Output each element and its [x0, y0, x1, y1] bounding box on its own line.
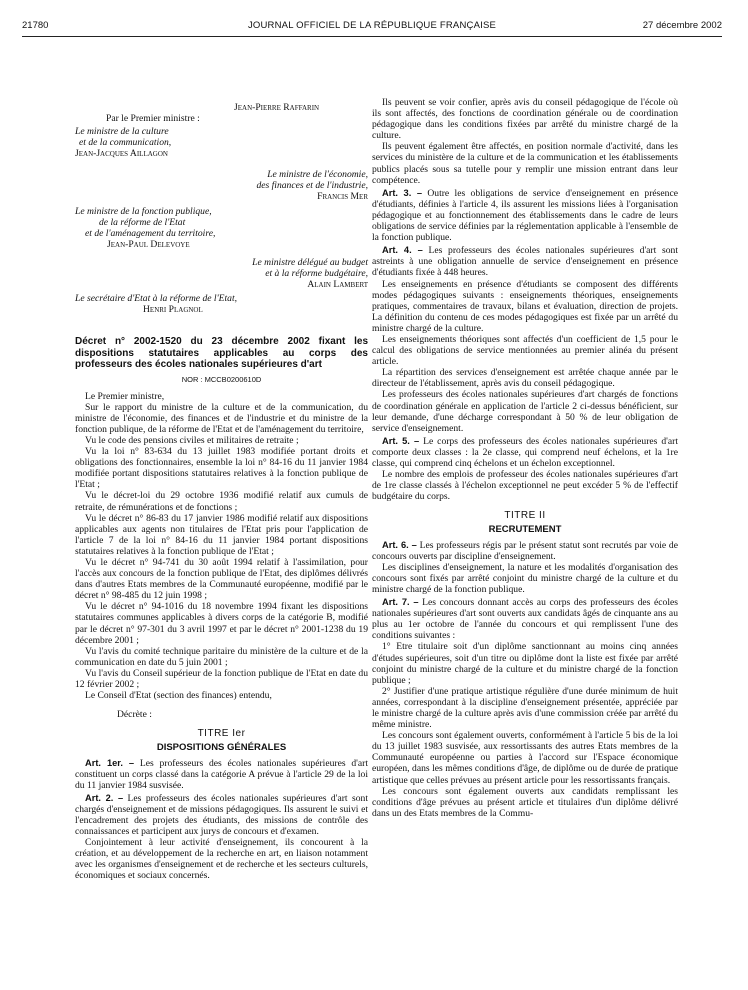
visa-paragraph: Vu le décret n° 94-1016 du 18 novembre 1994 fixant les dispositions statutaires communes applicables à divers corps de la catégorie B, modifié par le décret n° 97-301 du 3 avril 1997 et par le décret n° 2001-1238 du 19 décembre 2001 ;	[75, 601, 368, 646]
signature-fp-name: Jean-Paul Delevoye	[107, 239, 190, 250]
article-4-paragraph: Les professeurs des écoles nationales supérieures d'art chargés de fonctions de coordination générale en application de l'article 2 ci-dessus bénéficient, sur leur demande, d'une décharge correspondant à 50 % de leur obligation de service d'enseignement.	[372, 389, 678, 434]
article-5: Art. 5. – Le corps des professeurs des écoles nationales supérieures d'art comporte deux classes : la 2e classe, qui comprend neuf échelons, et la 1re classe, qui comprend cinq échelons et un échelon exceptionnel.	[372, 435, 678, 469]
visa-paragraph: Vu le code des pensions civiles et militaires de retraite ;	[85, 434, 299, 446]
article-4-label: Art. 4. –	[382, 245, 423, 256]
visa-paragraph: Sur le rapport du ministre de la culture et de la communication, du ministre de l'économie, des finances et de l'industrie et du ministre de la fonction publique, de la réforme de l'Etat et de l'aménagement du territoire,	[75, 401, 368, 435]
page-number: 21780	[22, 20, 49, 31]
article-3: Art. 3. – Outre les obligations de service d'enseignement en présence d'étudiants, définies à l'article 4, ils assurent les missions liées à l'organisation pédagogique et au fonctionnement des établissements dans le cadre de leurs obligations de service définies par la réglementation applicable à l'ensemble de la fonction publique.	[372, 187, 678, 244]
article-5-paragraph: Le nombre des emplois de professeur des écoles nationales supérieures d'art de 1re classe classés à l'échelon exceptionnel ne peut excéder 5 % de l'effectif budgétaire du corps.	[372, 469, 678, 503]
article-7-paragraph: Les concours sont également ouverts aux candidats remplissant les conditions d'âge prévues au présent article et titulaires d'un diplôme délivré dans un des Etats membres de la Commu-	[372, 785, 678, 819]
signature-budget: Le ministre délégué au budget et à la réforme budgétaire, Alain Lambert	[208, 257, 368, 290]
titre-1-subtitle: DISPOSITIONS GÉNÉRALES	[156, 742, 287, 754]
signature-pm-name: Jean-Pierre Raffarin	[234, 102, 320, 113]
decree-heading: Décret n° 2002-1520 du 23 décembre 2002 fixant les dispositions statutaires applicables au corps des professeurs des écoles nationales supérieures d'art	[75, 336, 368, 370]
decree-nor: NOR : MCCB0200610D	[181, 374, 262, 384]
visa-paragraph: Vu le décret n° 94-741 du 30 août 1994 relatif à l'assimilation, pour l'accès aux concours de la fonction publique de l'Etat, des diplômes délivrés dans d'autres Etats membres de la Communauté européenne, modifié par le décret n° 98-485 du 12 juin 1998 ;	[75, 557, 368, 602]
article-7-paragraph: 2° Justifier d'une pratique artistique régulière d'une durée minimum de huit années, correspondant à la discipline d'enseignement présentée, appréciée par le ministre chargé de la culture après avis d'une commission créée par arrêté du même ministre.	[372, 685, 678, 731]
article-4: Art. 4. – Les professeurs des écoles nationales supérieures d'art sont astreints à une obligation annuelle de service d'enseignement en présence d'étudiants fixée à 448 heures.	[372, 245, 678, 279]
signature-culture-title: Le ministre de la culture et de la communication, Jean-Jacques Aillagon	[75, 126, 172, 159]
journal-title: JOURNAL OFFICIEL DE LA RÉPUBLIQUE FRANÇAISE	[247, 20, 497, 31]
article-1-label: Art. 1er. –	[85, 757, 135, 768]
signature-se-name: Henri Plagnol	[143, 304, 203, 315]
visa-paragraph: Le Premier ministre,	[85, 390, 165, 402]
article-7-label: Art. 7. –	[382, 597, 419, 608]
visa-paragraph: Vu le décret n° 86-83 du 17 janvier 1986 modifié relatif aux dispositions applicables aux agents non titulaires de l'Etat pris pour l'application de l'article 7 de la loi n° 84-16 du 11 janvier 1984 portant dispositions statutaires relatives à la fonction publique de l'Etat ;	[75, 512, 368, 557]
signature-economie: Le ministre de l'économie, des finances et de l'industrie, Francis Mer	[222, 169, 368, 202]
article-4-paragraph: La répartition des services d'enseignement est arrêtée chaque année par le directeur de l'établissement, après avis du conseil pédagogique.	[372, 367, 678, 390]
visa-paragraph: Vu la loi n° 83-634 du 13 juillet 1983 modifiée portant droits et obligations des fonctionnaires, ensemble la loi n° 84-16 du 11 janvier 1984 modifiée portant dispositions statutaires relatives à la fonction publique de l'Etat ;	[75, 446, 368, 491]
article-7-paragraph: 1° Etre titulaire soit d'un diplôme sanctionnant au moins cinq années d'études supérieures, soit d'un titre ou diplôme dont la liste est fixée par arrêté conjoint du ministre chargé de la culture et du ministre chargé de la fonction publique ;	[372, 641, 678, 686]
right-column	[372, 97, 678, 819]
signature-culture-name: Jean-Jacques Aillagon	[75, 148, 168, 159]
article-2-label: Art. 2. –	[85, 792, 124, 803]
signature-economie-name: Francis Mer	[317, 191, 368, 202]
titre-2: TITRE II	[504, 510, 546, 522]
article-4-paragraph: Les enseignements théoriques sont affectés d'un coefficient de 1,5 pour le calcul des obligations de service mentionnées au premier alinéa du présent article.	[372, 333, 678, 368]
article-2-paragraph: Ils peuvent également être affectés, en position normale d'activité, dans les services du ministère de la culture et de la communication et les établissements publics placés sous sa tutelle pour y remplir une mission entrant dans leur compétence.	[372, 141, 678, 186]
titre-2-subtitle: RECRUTEMENT	[488, 524, 562, 536]
article-1: Art. 1er. – Les professeurs des écoles nationales supérieures d'art constituent un corps classé dans la catégorie A prévue à l'article 29 de la loi du 11 janvier 1984 susvisée.	[75, 757, 368, 791]
article-2-paragraph: Conjointement à leur activité d'enseignement, ils concourent à la création, et au développement de la recherche en art, en liaison notamment avec les organismes d'enseignement et de recherche et les secteurs culturels, économiques et sociaux concernés.	[75, 837, 368, 882]
article-2: Art. 2. – Les professeurs des écoles nationales supérieures d'art sont chargés d'enseignement et de missions pédagogiques. Ils assurent le suivi et l'encadrement des projets des étudiants, des missions de contrôle des connaissances et participent aux jurys de concours et d'examen.	[75, 792, 368, 838]
signature-budget-name: Alain Lambert	[307, 279, 368, 290]
header-rule	[22, 36, 722, 37]
article-7: Art. 7. – Les concours donnant accès au corps des professeurs des écoles nationales supérieures d'art sont ouverts aux candidats âgés de cinquante ans au plus au 1er octobre de l'année du concours et qui remplissent l'une des conditions suivantes :	[372, 597, 678, 642]
visa-paragraph: Vu l'avis du comité technique paritaire du ministère de la culture et de la communication en date du 5 juin 2001 ;	[75, 645, 368, 668]
visa-paragraph: Vu l'avis du Conseil supérieur de la fonction publique de l'Etat en date du 12 février 2002 ;	[75, 667, 368, 691]
article-6-paragraph: Les disciplines d'enseignement, la nature et les modalités d'organisation des concours sont fixés par arrêté conjoint du ministre chargé de la culture et du ministre chargé de la fonction publique.	[372, 561, 678, 595]
article-2-paragraph: Ils peuvent se voir confier, après avis du conseil pédagogique de l'école où ils sont affectés, des fonctions de coordination générale ou de coordination pédagogique dans les conditions fixées par arrêté du ministre chargé de la culture.	[372, 97, 678, 142]
article-3-label: Art. 3. –	[382, 187, 422, 198]
visa-paragraph: Le Conseil d'Etat (section des finances) entendu,	[85, 690, 272, 702]
decrete: Décrète :	[117, 709, 152, 721]
page-header	[22, 20, 722, 34]
signature-secretaire-etat: Le secrétaire d'Etat à la réforme de l'Etat, Henri Plagnol	[75, 293, 238, 315]
article-6: Art. 6. – Les professeurs régis par le présent statut sont recrutés par voie de concours ouverts par discipline d'enseignement.	[372, 539, 678, 562]
article-5-label: Art. 5. –	[382, 435, 420, 446]
titre-1: TITRE Ier	[197, 728, 246, 740]
signature-by-pm: Par le Premier ministre :	[106, 113, 200, 124]
article-7-paragraph: Les concours sont également ouverts, conformément à l'article 5 bis de la loi du 13 juillet 1983 susvisée, aux ressortissants des autres Etats membres de la Communauté européenne ou parties à l'accord sur l'Espace économique européen, dans les mêmes conditions d'âge, de diplôme ou de durée de pratique artistique que celles prévues au présent article pour les ressortissants français.	[372, 730, 678, 786]
signature-fonction-publique: Le ministre de la fonction publique, de la réforme de l'Etat et de l'aménagement du territoire, Jean-Paul Delevoye	[75, 206, 216, 250]
publication-date: 27 décembre 2002	[642, 20, 722, 31]
article-6-label: Art. 6. –	[382, 539, 417, 550]
left-column	[75, 336, 368, 882]
visa-paragraph: Vu le décret-loi du 29 octobre 1936 modifié relatif aux cumuls de retraite, de rémunérations et de fonctions ;	[75, 490, 368, 513]
article-4-paragraph: Les enseignements en présence d'étudiants se composent des différents modes pédagogiques suivants : enseignements théoriques, enseignements pratiques, commentaires de travaux, bilans et évaluation, direction de projets. La définition du contenu de ces modes pédagogiques est fixée par un arrêté du ministre chargé de la culture.	[372, 278, 678, 334]
